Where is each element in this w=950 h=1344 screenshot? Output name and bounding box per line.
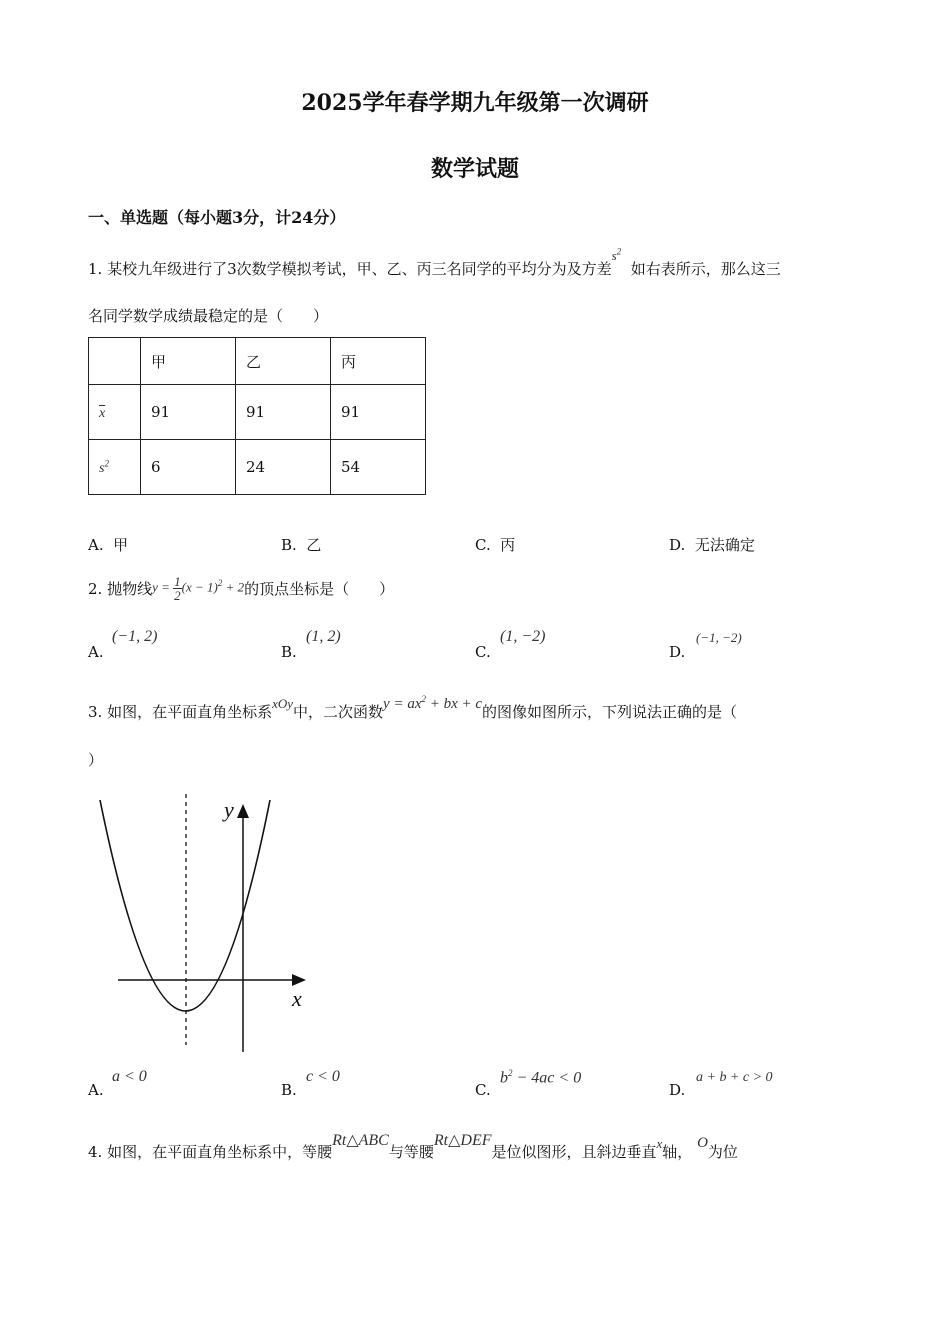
table-cell: 91 [331, 385, 426, 440]
q3-option-b-value: c < 0 [306, 1068, 340, 1085]
question-1-text-b: 如右表所示，那么这三 [630, 260, 781, 278]
table-cell: 91 [141, 385, 236, 440]
table-header-cell: 甲 [141, 338, 236, 385]
q3-option-c[interactable]: C. [475, 1081, 491, 1099]
question-4-mid-2: 是位似图形，且斜边垂直 [491, 1143, 657, 1161]
table-row [89, 385, 426, 440]
question-4-line-1 [88, 1132, 738, 1162]
q1-option-a[interactable]: A. 甲 [88, 536, 129, 554]
q2-option-a[interactable]: A. [88, 643, 104, 661]
question-1-text-a: 1. 某校九年级进行了3次数学模拟考试，甲、乙、丙三名同学的平均分为及方差 [88, 260, 612, 278]
q2-option-b-value: (1, 2) [306, 628, 341, 645]
parabola-formula: y = $\frac{1}{2}$ $(x - 1)^2 + 2$ [152, 573, 245, 603]
x-axis-arrow-icon [292, 974, 306, 986]
question-3-prefix: 3. 如图，在平面直角坐标系 [88, 703, 273, 721]
q1-option-c[interactable]: C. 丙 [475, 536, 516, 554]
y-axis-label: y [224, 797, 234, 822]
question-1-line-2: 名同学数学成绩最稳定的是（ ） [88, 307, 329, 325]
section-heading-single-choice: 一、单选题（每小题3分，计24分） [88, 208, 346, 227]
question-1-line-1 [88, 246, 781, 279]
variance-symbol: $s^2$ [611, 246, 622, 263]
triangle-abc: Rt△ABC [332, 1132, 389, 1149]
table-row [89, 440, 426, 495]
question-2-prefix: 2. 抛物线 [88, 579, 153, 598]
question-4-mid-3: 轴， [662, 1143, 693, 1161]
table-header-cell [89, 338, 141, 385]
y-axis-arrow-icon [237, 804, 249, 818]
question-2-suffix: 的顶点坐标是（ ） [244, 579, 395, 598]
x-axis-label: x [292, 986, 302, 1011]
quadratic-function: $y = ax^2$ + bx + c [383, 694, 483, 712]
exam-subtitle: 数学试题 [430, 156, 519, 182]
q2-option-b[interactable]: B. [281, 643, 297, 661]
triangle-def: Rt△DEF [433, 1132, 492, 1149]
q3-option-d[interactable]: D. [669, 1081, 686, 1099]
q2-option-d[interactable]: D. [669, 643, 686, 661]
q3-option-a[interactable]: A. [88, 1081, 104, 1099]
question-3-middle: 中，二次函数 [293, 703, 384, 721]
q2-option-c[interactable]: C. [475, 643, 491, 661]
parabola-graph [90, 790, 320, 1060]
q1-option-d[interactable]: D. 无法确定 [669, 536, 755, 554]
table-header-row [89, 338, 426, 385]
question-4-suffix: 为位 [707, 1143, 738, 1161]
table-header-cell: 丙 [331, 338, 426, 385]
q3-option-a-value: a < 0 [112, 1068, 147, 1085]
table-cell: 24 [236, 440, 331, 495]
question-4-prefix: 4. 如图，在平面直角坐标系中，等腰 [88, 1143, 333, 1161]
question-3-suffix: 的图像如图所示，下列说法正确的是（ [482, 703, 738, 721]
exam-title: 2025学年春学期九年级第一次调研 [301, 90, 649, 116]
table-header-cell: 乙 [236, 338, 331, 385]
q3-option-c-value: $b^2 - 4ac < 0$ [500, 1068, 582, 1087]
q3-option-b[interactable]: B. [281, 1081, 297, 1099]
q3-option-d-value: a + b + c > 0 [696, 1070, 773, 1085]
q2-option-a-value: (−1, 2) [112, 628, 158, 645]
question-2 [88, 568, 394, 608]
table-cell: 91 [236, 385, 331, 440]
table-row-label-mean: $\overline{x}$ [89, 385, 141, 440]
x-axis-symbol: x [656, 1136, 663, 1151]
coordinate-system-label: xOy [272, 696, 294, 711]
q1-option-b[interactable]: B. 乙 [281, 536, 322, 554]
table-cell: 6 [141, 440, 236, 495]
question-3-line-1 [88, 694, 738, 722]
q2-option-c-value: (1, −2) [500, 628, 546, 645]
origin-symbol: O [697, 1135, 708, 1151]
table-cell: 54 [331, 440, 426, 495]
table-row-label-variance: $s^2$ [89, 440, 141, 495]
score-table [88, 337, 426, 495]
question-3-line-2: ） [88, 751, 104, 769]
question-4-mid-1: 与等腰 [388, 1143, 434, 1161]
q2-option-d-value: (−1, −2) [696, 630, 742, 645]
